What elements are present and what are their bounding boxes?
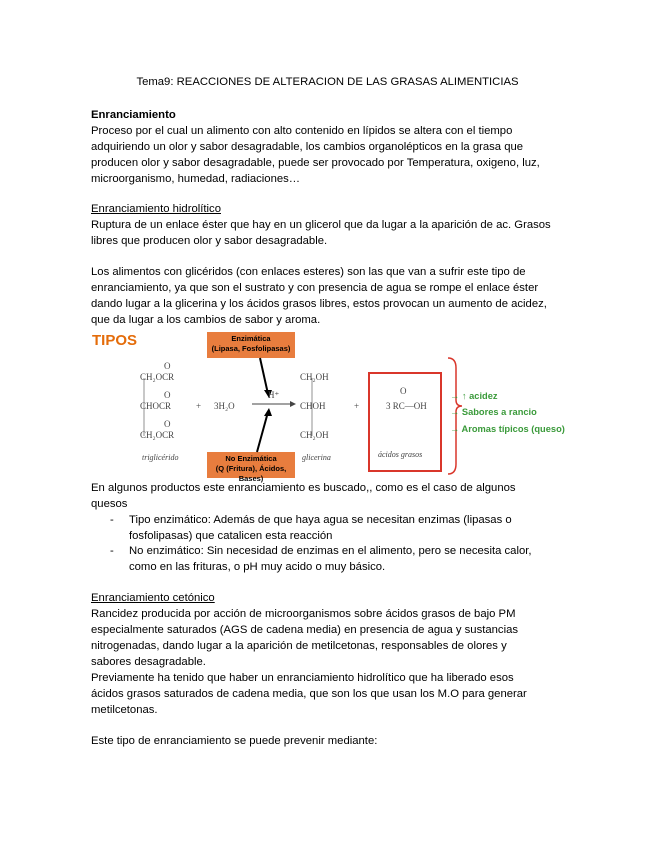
paragraph-line: enranciamiento, ya que son el sustrato y con presencia de agua se rompe el enlace éster xyxy=(91,282,539,294)
page-title: Tema9: REACCIONES DE ALTERACION DE LAS GRASAS ALIMENTICIAS xyxy=(136,76,519,88)
hydrolysis-figure xyxy=(92,328,570,483)
list-item-line: Tipo enzimático: Además de que haya agua se necesitan enzimas (lipasas o xyxy=(129,514,512,526)
plus-sign-2: + xyxy=(354,401,360,411)
reactant-line-1: CH₂OCR xyxy=(140,372,175,382)
paragraph-line: Previamente ha tenido que haber un enranciamiento hidrolítico que ha liberado esos xyxy=(91,672,514,684)
paragraph-line: Rancidez producida por acción de microorganismos sobre ácidos grasos de bajo PM xyxy=(91,608,516,620)
reactant-line-2: CHOCR xyxy=(140,401,172,411)
closing-line: Este tipo de enranciamiento se puede prevenir mediante: xyxy=(91,735,378,747)
reactant-line-3: CH₂OCR xyxy=(140,430,175,440)
paragraph-line: nitrogenadas, dando lugar a la aparición de metilcetonas, responsables de olores y xyxy=(91,640,507,652)
list-dash: - xyxy=(110,545,114,557)
paragraph-line: Ruptura de un enlace éster que hay en un glicerol que da lugar a la aparición de ac. Grasos xyxy=(91,219,551,231)
no-enzimatica-sublabel: (Q (Fritura), Ácidos, Bases) xyxy=(215,464,287,483)
no-enzimatica-label: No Enzimática xyxy=(225,454,277,463)
catalyst-label: H⁺ xyxy=(268,390,280,400)
paragraph-line: Los alimentos con glicéridos (con enlaces esteres) son las que van a sufrir este tipo de xyxy=(91,266,526,278)
acid-formula: 3 RC—OH xyxy=(386,401,427,411)
list-dash: - xyxy=(110,514,114,526)
paragraph-line: libres que producen olor y sabor desagradable. xyxy=(91,235,328,247)
product-line-2: CHOH xyxy=(300,401,326,411)
paragraph-line: microorganismo, humedad, radiaciones… xyxy=(91,173,301,185)
oxygen-bottom: O xyxy=(164,419,171,429)
paragraph-line: especialmente saturados (AGS de cadena media) en presencia de agua y sustancias xyxy=(91,624,519,636)
paragraph-line: En algunos productos este enranciamiento es buscado,, como es el caso de algunos xyxy=(91,482,516,494)
section-heading-enranciamiento: Enranciamiento xyxy=(91,109,176,121)
list-item xyxy=(110,513,550,545)
section-heading-hidrolitico: Enranciamiento hidrolítico xyxy=(91,203,221,215)
glicerina-label: glicerina xyxy=(302,453,331,462)
no-enzimatica-arrow xyxy=(257,412,268,452)
paragraph-line: adquiriendo un olor y sabor desagradable, los cambios organolépticos en la grasa que xyxy=(91,141,524,153)
list-item-line: No enzimático: Sin necesidad de enzimas en el alimento, pero se necesita calor, xyxy=(129,545,532,557)
effect-queso: → Aromas típicos (queso) xyxy=(450,424,565,434)
paragraph-line: Proceso por el cual un alimento con alto contenido en lípidos se altera con el tiempo xyxy=(91,125,513,137)
paragraph-line: sabores desagradable. xyxy=(91,656,206,668)
product-line-1: CH₂OH xyxy=(300,372,329,382)
reaction-arrowhead xyxy=(290,401,296,407)
acidos-grasos-label: ácidos grasos xyxy=(378,450,423,459)
list-item-line: como en las frituras, o pH muy acido o muy básico. xyxy=(129,561,386,573)
enzimatica-label: Enzimática xyxy=(231,334,271,343)
paragraph-line: producen olor y sabor desagradable, puede ser provocado por Temperatura, oxigeno, luz, xyxy=(91,157,540,169)
list-item-line: fosfolipasas) que catalicen esta reacción xyxy=(129,530,333,542)
paragraph-line: ácidos grasos saturados de cadena media, que son los que usan los M.O para generar xyxy=(91,688,527,700)
paragraph-line: quesos xyxy=(91,498,128,510)
figure-tipos-label: TIPOS xyxy=(92,332,138,349)
plus-sign: + xyxy=(196,401,202,411)
effect-rancio: → Sabores a rancio xyxy=(450,407,537,417)
trigliceride-label: triglicérido xyxy=(142,453,179,462)
list-item xyxy=(110,544,550,576)
water-label: 3H₂O xyxy=(214,401,235,411)
effect-acidez: → ↑ acidez xyxy=(450,391,498,401)
enzimatica-arrow xyxy=(260,358,268,394)
section-heading-cetonico: Enranciamiento cetónico xyxy=(91,592,215,604)
acid-oxygen: O xyxy=(400,386,407,396)
oxygen-mid: O xyxy=(164,390,171,400)
enzimatica-sublabel: (Lipasa, Fosfolipasas) xyxy=(211,344,291,353)
no-enzimatica-arrowhead xyxy=(264,408,272,416)
paragraph-line: dando lugar a la glicerina y los ácidos grasos libres, estos provocan un aumento de acidez, xyxy=(91,298,547,310)
oxygen-top: O xyxy=(164,361,171,371)
paragraph-line: que da lugar a los cambios de sabor y aroma. xyxy=(91,314,321,326)
paragraph-line: metilcetonas. xyxy=(91,704,158,716)
product-line-3: CH₂OH xyxy=(300,430,329,440)
